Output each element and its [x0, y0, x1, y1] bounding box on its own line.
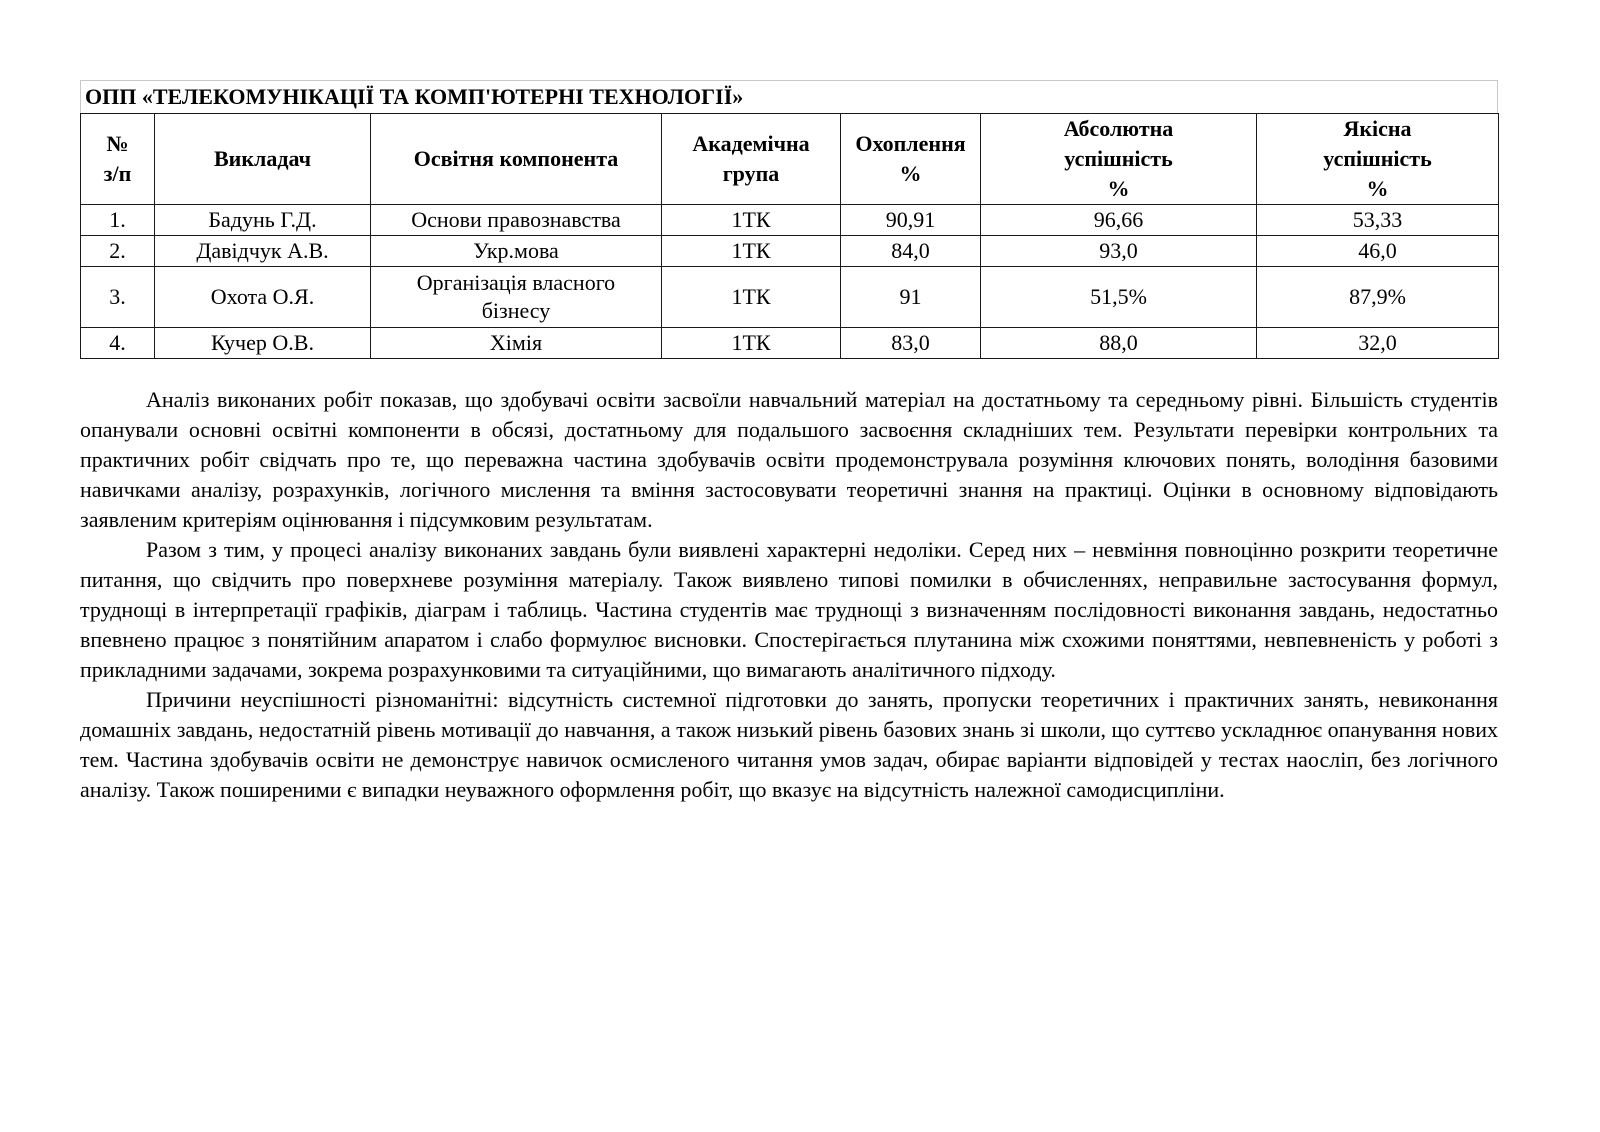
cell-coverage: 90,91	[841, 205, 981, 236]
table-row	[81, 205, 1499, 236]
cell-teacher: Давідчук А.В.	[155, 236, 371, 267]
cell-group: 1ТК	[662, 205, 841, 236]
cell-teacher: Кучер О.В.	[155, 328, 371, 359]
cell-group: 1ТК	[662, 267, 841, 328]
cell-quality: 32,0	[1257, 328, 1499, 359]
paragraph-causes: Причини неуспішності різноманітні: відсутність системної підготовки до занять, пропуски теоретичних і практичних занять, невиконання домашніх завдань, недостатній рівень мотивації до навчання, а також низький рівень базових знань зі школи, що суттєво ускладнює опанування нових тем. Частина здобувачів освіти не демонструє навичок осмисленого читання умов задач, обирає варіанти відповідей у тестах наосліп, без логічного аналізу. Також поширеними є випадки неуважного оформлення робіт, що вказує на відсутність належної самодисципліни.	[80, 687, 1498, 802]
cell-quality: 53,33	[1257, 205, 1499, 236]
cell-absolute: 96,66	[981, 205, 1257, 236]
header-component: Освітня компонента	[371, 114, 662, 205]
cell-number: 3.	[81, 267, 155, 328]
cell-coverage: 91	[841, 267, 981, 328]
table-header-row	[81, 114, 1499, 205]
results-table	[80, 113, 1499, 359]
cell-number: 4.	[81, 328, 155, 359]
cell-absolute: 93,0	[981, 236, 1257, 267]
header-group: Академічна група	[662, 114, 841, 205]
table-title: ОПП «ТЕЛЕКОМУНІКАЦІЇ ТА КОМП'ЮТЕРНІ ТЕХНОЛОГІЇ»	[80, 80, 1498, 113]
paragraph-analysis: Аналіз виконаних робіт показав, що здобувачі освіти засвоїли навчальний матеріал на достатньому та середньому рівні. Більшість студентів опанували основні освітні компоненти в обсязі, достатньому для подальшого засвоєння складніших тем. Результати перевірки контрольних та практичних робіт свідчать про те, що переважна частина здобувачів освіти продемонструвала розуміння ключових понять, володіння базовими навичками аналізу, розрахунків, логічного мислення та вміння застосовувати теоретичні знання на практиці. Оцінки в основному відповідають заявленим критеріям оцінювання і підсумковим результатам.	[80, 387, 1498, 532]
cell-teacher: Охота О.Я.	[155, 267, 371, 328]
paragraph-shortcomings: Разом з тим, у процесі аналізу виконаних завдань були виявлені характерні недоліки. Серед них – невміння повноцінно розкрити теоретичне питання, що свідчить про поверхневе розуміння матеріалу. Також виявлено типові помилки в обчисленнях, неправильне застосування формул, труднощі в інтерпретації графіків, діаграм і таблиць. Частина студентів має труднощі з визначенням послідовності виконання завдань, недостатньо впевнено працює з понятійним апаратом і слабо формулює висновки. Спостерігається плутанина між схожими поняттями, невпевненість у роботі з прикладними задачами, зокрема розрахунковими та ситуаційними, що вимагають аналітичного підходу.	[80, 537, 1498, 682]
cell-quality: 46,0	[1257, 236, 1499, 267]
cell-component: Укр.мова	[371, 236, 662, 267]
header-coverage: Охоплення %	[841, 114, 981, 205]
cell-group: 1ТК	[662, 328, 841, 359]
results-table-block	[80, 80, 1498, 359]
table-row	[81, 267, 1499, 328]
analysis-text	[80, 385, 1498, 805]
cell-absolute: 51,5%	[981, 267, 1257, 328]
header-quality: Якісна успішність %	[1257, 114, 1499, 205]
cell-teacher: Бадунь Г.Д.	[155, 205, 371, 236]
header-teacher: Викладач	[155, 114, 371, 205]
table-row	[81, 328, 1499, 359]
cell-component: Організація власного бізнесу	[371, 267, 662, 328]
cell-absolute: 88,0	[981, 328, 1257, 359]
cell-component: Хімія	[371, 328, 662, 359]
cell-group: 1ТК	[662, 236, 841, 267]
header-absolute: Абсолютна успішність %	[981, 114, 1257, 205]
cell-number: 2.	[81, 236, 155, 267]
cell-number: 1.	[81, 205, 155, 236]
header-number: № з/п	[81, 114, 155, 205]
cell-component: Основи правознавства	[371, 205, 662, 236]
cell-coverage: 83,0	[841, 328, 981, 359]
table-row	[81, 236, 1499, 267]
cell-quality: 87,9%	[1257, 267, 1499, 328]
cell-coverage: 84,0	[841, 236, 981, 267]
